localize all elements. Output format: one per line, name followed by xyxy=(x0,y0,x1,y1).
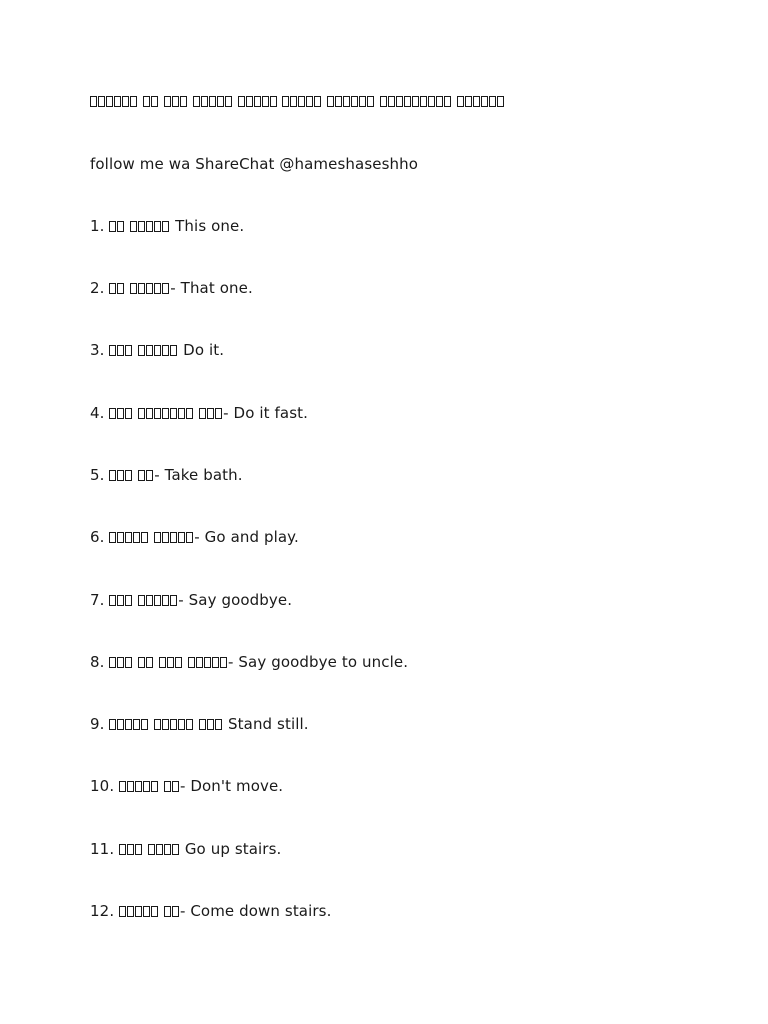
missing-glyph-box xyxy=(125,470,132,481)
missing-glyph-box xyxy=(199,719,206,730)
missing-glyph-box xyxy=(109,719,116,730)
missing-glyph-box xyxy=(109,283,116,294)
missing-glyph-box xyxy=(212,657,219,668)
phrase-item-3: 3. Do it. xyxy=(90,341,225,359)
missing-glyph-box xyxy=(143,906,150,917)
phrase-item-9: 9. Stand still. xyxy=(90,715,309,733)
missing-glyph-box xyxy=(109,408,116,419)
missing-glyph-box xyxy=(154,283,161,294)
missing-glyph-box xyxy=(90,96,97,107)
phrase-item-1: 1. This one. xyxy=(90,217,245,235)
missing-glyph-box xyxy=(215,719,222,730)
missing-glyph-box xyxy=(117,470,124,481)
missing-glyph-box xyxy=(117,221,124,232)
missing-glyph-box xyxy=(125,532,132,543)
missing-glyph-box xyxy=(130,221,137,232)
missing-glyph-box xyxy=(117,657,124,668)
missing-glyph-box xyxy=(164,906,171,917)
missing-glyph-box xyxy=(388,96,395,107)
missing-glyph-box xyxy=(138,470,145,481)
missing-glyph-box xyxy=(109,470,116,481)
missing-glyph-box xyxy=(133,532,140,543)
missing-glyph-box xyxy=(117,345,124,356)
missing-glyph-box xyxy=(143,96,150,107)
missing-glyph-box xyxy=(172,781,179,792)
missing-glyph-box xyxy=(114,96,121,107)
missing-glyph-box xyxy=(444,96,451,107)
missing-glyph-box xyxy=(130,283,137,294)
missing-glyph-box xyxy=(162,408,169,419)
missing-glyph-box xyxy=(135,844,142,855)
phrase-item-7: 7. - Say goodbye. xyxy=(90,591,293,609)
missing-glyph-box xyxy=(172,906,179,917)
missing-glyph-box xyxy=(156,844,163,855)
missing-glyph-box xyxy=(141,532,148,543)
missing-glyph-box xyxy=(109,532,116,543)
missing-glyph-box xyxy=(186,532,193,543)
missing-glyph-box xyxy=(127,906,134,917)
missing-glyph-box xyxy=(172,844,179,855)
missing-glyph-box xyxy=(175,657,182,668)
missing-glyph-box xyxy=(412,96,419,107)
missing-glyph-box xyxy=(130,96,137,107)
missing-glyph-box xyxy=(135,906,142,917)
missing-glyph-box xyxy=(151,781,158,792)
missing-glyph-box xyxy=(138,345,145,356)
missing-glyph-box xyxy=(154,532,161,543)
missing-glyph-box xyxy=(428,96,435,107)
missing-glyph-box xyxy=(138,283,145,294)
missing-glyph-box xyxy=(125,345,132,356)
missing-glyph-box xyxy=(164,96,171,107)
missing-glyph-box xyxy=(246,96,253,107)
missing-glyph-box xyxy=(282,96,289,107)
missing-glyph-box xyxy=(138,408,145,419)
missing-glyph-box xyxy=(186,408,193,419)
missing-glyph-box xyxy=(154,595,161,606)
missing-glyph-box xyxy=(135,781,142,792)
missing-glyph-box xyxy=(138,657,145,668)
missing-glyph-box xyxy=(207,719,214,730)
follow-line: follow me wa ShareChat @hameshaseshho xyxy=(90,155,418,173)
missing-glyph-box xyxy=(127,844,134,855)
missing-glyph-box xyxy=(270,96,277,107)
phrase-item-6: 6. - Go and play. xyxy=(90,528,299,546)
missing-glyph-box xyxy=(117,719,124,730)
missing-glyph-box xyxy=(122,96,129,107)
missing-glyph-box xyxy=(196,657,203,668)
missing-glyph-box xyxy=(162,221,169,232)
missing-glyph-box xyxy=(186,719,193,730)
missing-glyph-box xyxy=(148,844,155,855)
missing-glyph-box xyxy=(162,345,169,356)
missing-glyph-box xyxy=(170,719,177,730)
phrase-item-4: 4. - Do it fast. xyxy=(90,404,308,422)
missing-glyph-box xyxy=(151,96,158,107)
missing-glyph-box xyxy=(343,96,350,107)
missing-glyph-box xyxy=(497,96,504,107)
missing-glyph-box xyxy=(262,96,269,107)
missing-glyph-box xyxy=(404,96,411,107)
heading-line xyxy=(90,91,505,111)
missing-glyph-box xyxy=(465,96,472,107)
phrase-item-8: 8. - Say goodbye to uncle. xyxy=(90,653,409,671)
missing-glyph-box xyxy=(314,96,321,107)
missing-glyph-box xyxy=(125,408,132,419)
missing-glyph-box xyxy=(125,719,132,730)
missing-glyph-box xyxy=(457,96,464,107)
missing-glyph-box xyxy=(188,657,195,668)
missing-glyph-box xyxy=(306,96,313,107)
missing-glyph-box xyxy=(359,96,366,107)
missing-glyph-box xyxy=(178,408,185,419)
missing-glyph-box xyxy=(146,470,153,481)
missing-glyph-box xyxy=(109,657,116,668)
missing-glyph-box xyxy=(159,657,166,668)
missing-glyph-box xyxy=(220,657,227,668)
missing-glyph-box xyxy=(154,345,161,356)
missing-glyph-box xyxy=(335,96,342,107)
missing-glyph-box xyxy=(154,719,161,730)
missing-glyph-box xyxy=(133,719,140,730)
missing-glyph-box xyxy=(473,96,480,107)
missing-glyph-box xyxy=(119,781,126,792)
missing-glyph-box xyxy=(162,532,169,543)
missing-glyph-box xyxy=(164,781,171,792)
phrase-item-12: 12. - Come down stairs. xyxy=(90,902,332,920)
missing-glyph-box xyxy=(167,657,174,668)
missing-glyph-box xyxy=(106,96,113,107)
missing-glyph-box xyxy=(146,595,153,606)
missing-glyph-box xyxy=(146,283,153,294)
missing-glyph-box xyxy=(481,96,488,107)
missing-glyph-box xyxy=(178,719,185,730)
missing-glyph-box xyxy=(254,96,261,107)
missing-glyph-box xyxy=(141,719,148,730)
missing-glyph-box xyxy=(201,96,208,107)
missing-glyph-box xyxy=(146,221,153,232)
missing-glyph-box xyxy=(162,719,169,730)
missing-glyph-box xyxy=(117,283,124,294)
missing-glyph-box xyxy=(199,408,206,419)
missing-glyph-box xyxy=(351,96,358,107)
missing-glyph-box xyxy=(420,96,427,107)
missing-glyph-box xyxy=(154,408,161,419)
missing-glyph-box xyxy=(138,595,145,606)
missing-glyph-box xyxy=(396,96,403,107)
phrase-item-11: 11. Go up stairs. xyxy=(90,840,282,858)
missing-glyph-box xyxy=(215,408,222,419)
missing-glyph-box xyxy=(117,595,124,606)
missing-glyph-box xyxy=(98,96,105,107)
missing-glyph-box xyxy=(209,96,216,107)
phrase-item-5: 5. - Take bath. xyxy=(90,466,243,484)
missing-glyph-box xyxy=(193,96,200,107)
missing-glyph-box xyxy=(170,532,177,543)
missing-glyph-box xyxy=(117,532,124,543)
missing-glyph-box xyxy=(178,532,185,543)
missing-glyph-box xyxy=(143,781,150,792)
missing-glyph-box xyxy=(119,844,126,855)
missing-glyph-box xyxy=(146,408,153,419)
missing-glyph-box xyxy=(238,96,245,107)
missing-glyph-box xyxy=(436,96,443,107)
missing-glyph-box xyxy=(170,408,177,419)
missing-glyph-box xyxy=(154,221,161,232)
missing-glyph-box xyxy=(489,96,496,107)
missing-glyph-box xyxy=(180,96,187,107)
phrase-item-10: 10. - Don't move. xyxy=(90,777,284,795)
missing-glyph-box xyxy=(162,595,169,606)
missing-glyph-box xyxy=(125,657,132,668)
missing-glyph-box xyxy=(119,906,126,917)
missing-glyph-box xyxy=(151,906,158,917)
missing-glyph-box xyxy=(367,96,374,107)
missing-glyph-box xyxy=(162,283,169,294)
missing-glyph-box xyxy=(127,781,134,792)
missing-glyph-box xyxy=(172,96,179,107)
missing-glyph-box xyxy=(109,345,116,356)
missing-glyph-box xyxy=(298,96,305,107)
phrase-item-2: 2. - That one. xyxy=(90,279,253,297)
missing-glyph-box xyxy=(225,96,232,107)
missing-glyph-box xyxy=(117,408,124,419)
missing-glyph-box xyxy=(380,96,387,107)
missing-glyph-box xyxy=(146,345,153,356)
missing-glyph-box xyxy=(125,595,132,606)
missing-glyph-box xyxy=(109,595,116,606)
missing-glyph-box xyxy=(109,221,116,232)
missing-glyph-box xyxy=(217,96,224,107)
missing-glyph-box xyxy=(327,96,334,107)
missing-glyph-box xyxy=(138,221,145,232)
missing-glyph-box xyxy=(207,408,214,419)
missing-glyph-box xyxy=(290,96,297,107)
missing-glyph-box xyxy=(170,595,177,606)
missing-glyph-box xyxy=(146,657,153,668)
missing-glyph-box xyxy=(170,345,177,356)
missing-glyph-box xyxy=(164,844,171,855)
missing-glyph-box xyxy=(204,657,211,668)
